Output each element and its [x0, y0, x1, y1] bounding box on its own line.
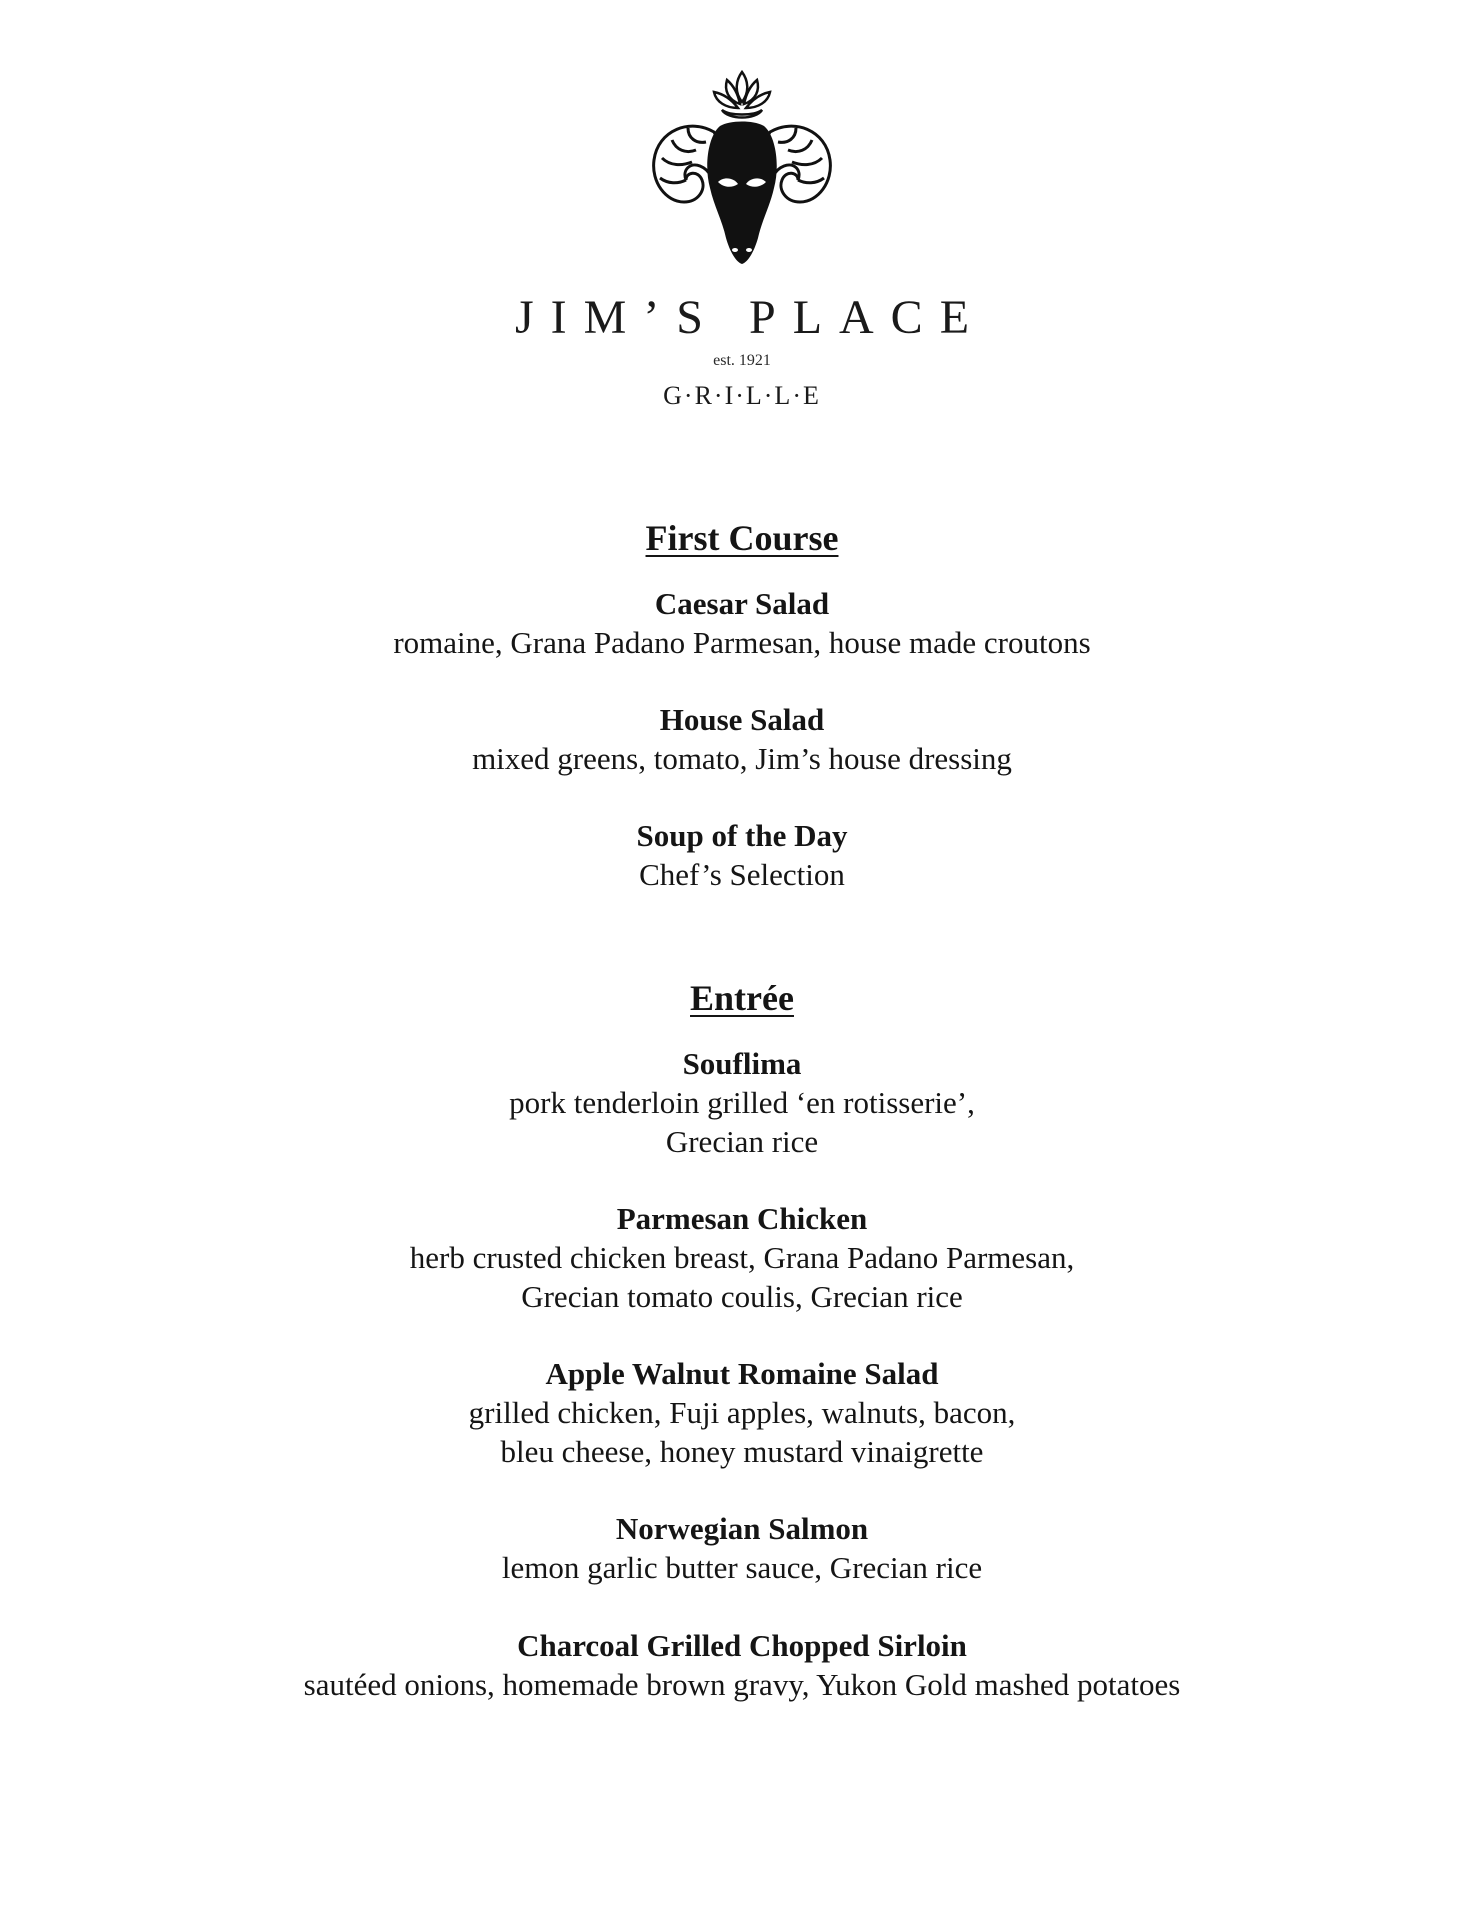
menu-item-name: Norwegian Salmon	[615, 1511, 869, 1546]
menu-item-description: bleu cheese, honey mustard vinaigrette	[500, 1434, 984, 1469]
menu-item-apple-walnut-romaine-salad	[0, 1355, 1484, 1471]
menu-item-name: Parmesan Chicken	[616, 1201, 868, 1236]
menu-item-name: Apple Walnut Romaine Salad	[545, 1356, 939, 1391]
menu-item-souflima	[0, 1045, 1484, 1161]
menu-item-parmesan-chicken	[0, 1200, 1484, 1316]
section-title-entree: Entrée	[690, 978, 794, 1018]
menu-item-name: Charcoal Grilled Chopped Sirloin	[517, 1628, 967, 1663]
menu-item-name: Caesar Salad	[654, 586, 830, 621]
menu-item-description: Chef’s Selection	[639, 857, 845, 892]
restaurant-name: JIM’S PLACE	[514, 291, 987, 344]
menu-item-name: Soup of the Day	[636, 818, 848, 853]
ram-head-logo-icon	[642, 70, 842, 270]
menu-item-charcoal-grilled-chopped-sirloin	[0, 1627, 1484, 1704]
menu-item-name: House Salad	[659, 702, 825, 737]
menu-item-name: Souflima	[682, 1046, 802, 1081]
established-year: est. 1921	[713, 352, 771, 369]
menu-item-description: mixed greens, tomato, Jim’s house dressing	[472, 741, 1012, 776]
section-title-first-course: First Course	[645, 518, 839, 558]
menu-item-description: Grecian tomato coulis, Grecian rice	[521, 1279, 963, 1314]
menu-item-description: pork tenderloin grilled ‘en rotisserie’,	[509, 1085, 975, 1120]
menu-item-description: grilled chicken, Fuji apples, walnuts, bacon,	[468, 1395, 1016, 1430]
menu-item-description: herb crusted chicken breast, Grana Padano Parmesan,	[409, 1240, 1075, 1275]
menu-item-soup-of-the-day	[0, 817, 1484, 894]
menu-item-house-salad	[0, 701, 1484, 778]
restaurant-subtitle: G·R·I·L·L·E	[663, 381, 821, 410]
menu-item-caesar-salad	[0, 585, 1484, 662]
menu-item-norwegian-salmon	[0, 1510, 1484, 1587]
menu-item-description: sautéed onions, homemade brown gravy, Yukon Gold mashed potatoes	[303, 1667, 1181, 1702]
menu-item-description: romaine, Grana Padano Parmesan, house made croutons	[393, 625, 1091, 660]
menu-item-description: Grecian rice	[665, 1124, 819, 1159]
menu-item-description: lemon garlic butter sauce, Grecian rice	[501, 1550, 983, 1585]
